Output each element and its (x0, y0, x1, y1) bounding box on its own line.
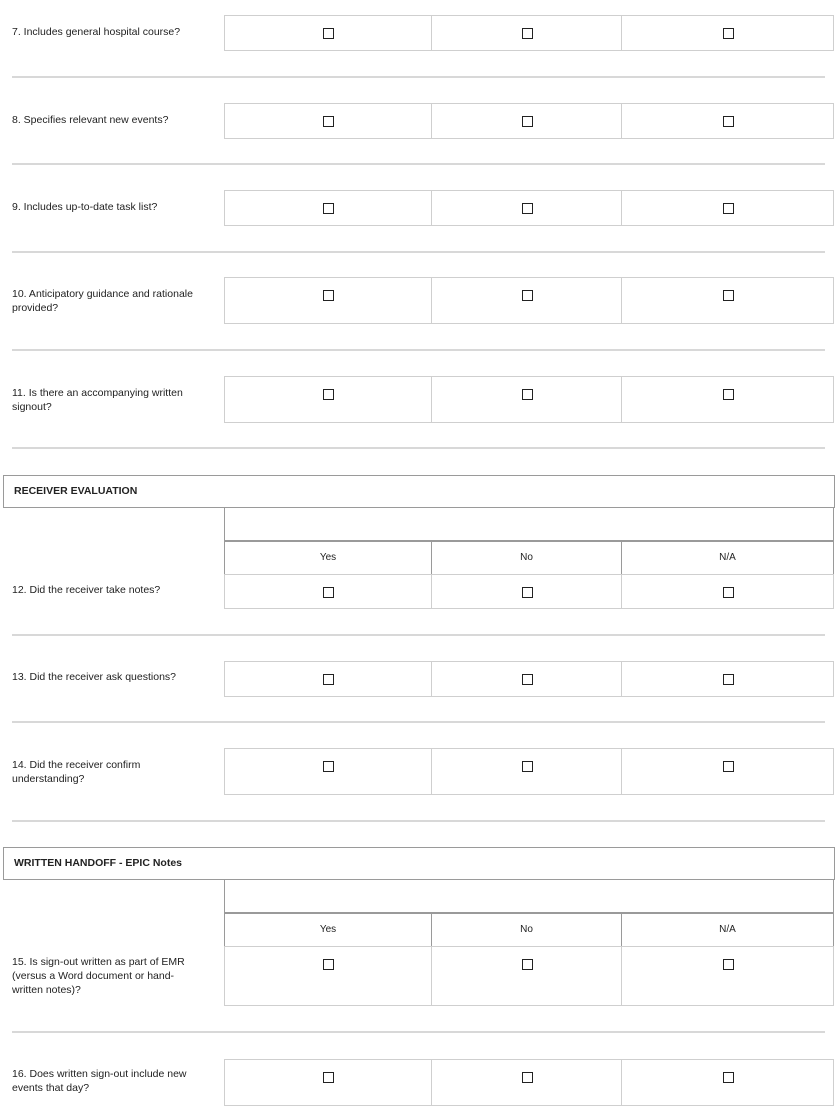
na-checkbox[interactable] (723, 116, 734, 127)
yes-cell (224, 574, 432, 609)
row-divider (12, 447, 825, 449)
na-checkbox[interactable] (723, 587, 734, 598)
row-divider (12, 1031, 825, 1033)
section-header-receiver: RECEIVER EVALUATION (3, 475, 835, 508)
no-checkbox[interactable] (522, 290, 533, 301)
na-cell (622, 748, 834, 795)
answer-row (224, 748, 834, 795)
yes-checkbox[interactable] (323, 389, 334, 400)
answer-row (224, 190, 834, 226)
yes-checkbox[interactable] (323, 290, 334, 301)
na-cell (622, 103, 834, 139)
table-header-blank (224, 508, 834, 541)
table-header-blank (224, 880, 834, 913)
row-divider (12, 76, 825, 78)
no-cell (432, 277, 622, 324)
column-header-no: No (432, 541, 622, 575)
yes-checkbox[interactable] (323, 116, 334, 127)
yes-cell (224, 277, 432, 324)
na-checkbox[interactable] (723, 203, 734, 214)
na-cell (622, 946, 834, 1006)
answer-row (224, 574, 834, 609)
question-label: 10. Anticipatory guidance and rationale provided? (12, 288, 193, 314)
answer-row (224, 1059, 834, 1106)
yes-cell (224, 946, 432, 1006)
yes-checkbox[interactable] (323, 761, 334, 772)
yes-checkbox[interactable] (323, 674, 334, 685)
na-checkbox[interactable] (723, 290, 734, 301)
answer-row (224, 376, 834, 423)
column-header-row (224, 913, 834, 947)
no-checkbox[interactable] (522, 761, 533, 772)
no-checkbox[interactable] (522, 1072, 533, 1083)
no-cell (432, 376, 622, 423)
question-label: 14. Did the receiver confirm understanding? (12, 759, 141, 785)
yes-checkbox[interactable] (323, 959, 334, 970)
na-checkbox[interactable] (723, 1072, 734, 1083)
yes-checkbox[interactable] (323, 28, 334, 39)
question-label: 7. Includes general hospital course? (12, 26, 181, 38)
row-divider (12, 251, 825, 253)
answer-row (224, 277, 834, 324)
row-divider (12, 634, 825, 636)
na-cell (622, 277, 834, 324)
na-checkbox[interactable] (723, 28, 734, 39)
na-cell (622, 376, 834, 423)
question-label: 16. Does written sign-out include new events that day? (12, 1068, 187, 1094)
na-checkbox[interactable] (723, 959, 734, 970)
row-divider (12, 820, 825, 822)
na-checkbox[interactable] (723, 761, 734, 772)
yes-checkbox[interactable] (323, 587, 334, 598)
no-checkbox[interactable] (522, 674, 533, 685)
question-label: 9. Includes up-to-date task list? (12, 201, 158, 213)
yes-cell (224, 190, 432, 226)
column-header-na: N/A (622, 541, 834, 575)
no-cell (432, 190, 622, 226)
column-header-yes: Yes (224, 913, 432, 947)
no-cell (432, 574, 622, 609)
answer-row (224, 661, 834, 697)
yes-cell (224, 1059, 432, 1106)
yes-checkbox[interactable] (323, 1072, 334, 1083)
no-checkbox[interactable] (522, 959, 533, 970)
no-cell (432, 15, 622, 51)
na-cell (622, 1059, 834, 1106)
question-label: 12. Did the receiver take notes? (12, 584, 161, 596)
na-cell (622, 190, 834, 226)
na-checkbox[interactable] (723, 389, 734, 400)
question-label: 11. Is there an accompanying written signout? (12, 387, 183, 413)
row-divider (12, 721, 825, 723)
question-label: 15. Is sign-out written as part of EMR (versus a Word document or hand-written notes)? (12, 956, 185, 996)
no-checkbox[interactable] (522, 116, 533, 127)
na-checkbox[interactable] (723, 674, 734, 685)
no-cell (432, 103, 622, 139)
row-divider (12, 163, 825, 165)
na-cell (622, 661, 834, 697)
column-header-na: N/A (622, 913, 834, 947)
answer-row (224, 103, 834, 139)
no-cell (432, 748, 622, 795)
yes-cell (224, 661, 432, 697)
answer-row (224, 15, 834, 51)
na-cell (622, 574, 834, 609)
answer-row (224, 946, 834, 1006)
yes-checkbox[interactable] (323, 203, 334, 214)
yes-cell (224, 15, 432, 51)
question-label: 13. Did the receiver ask questions? (12, 671, 177, 683)
no-checkbox[interactable] (522, 389, 533, 400)
no-cell (432, 661, 622, 697)
column-header-row (224, 541, 834, 575)
yes-cell (224, 376, 432, 423)
no-cell (432, 946, 622, 1006)
row-divider (12, 349, 825, 351)
column-header-yes: Yes (224, 541, 432, 575)
yes-cell (224, 103, 432, 139)
no-cell (432, 1059, 622, 1106)
na-cell (622, 15, 834, 51)
section-header-written-handoff: WRITTEN HANDOFF - EPIC Notes (3, 847, 835, 880)
yes-cell (224, 748, 432, 795)
no-checkbox[interactable] (522, 587, 533, 598)
column-header-no: No (432, 913, 622, 947)
question-label: 8. Specifies relevant new events? (12, 114, 169, 126)
no-checkbox[interactable] (522, 203, 533, 214)
no-checkbox[interactable] (522, 28, 533, 39)
